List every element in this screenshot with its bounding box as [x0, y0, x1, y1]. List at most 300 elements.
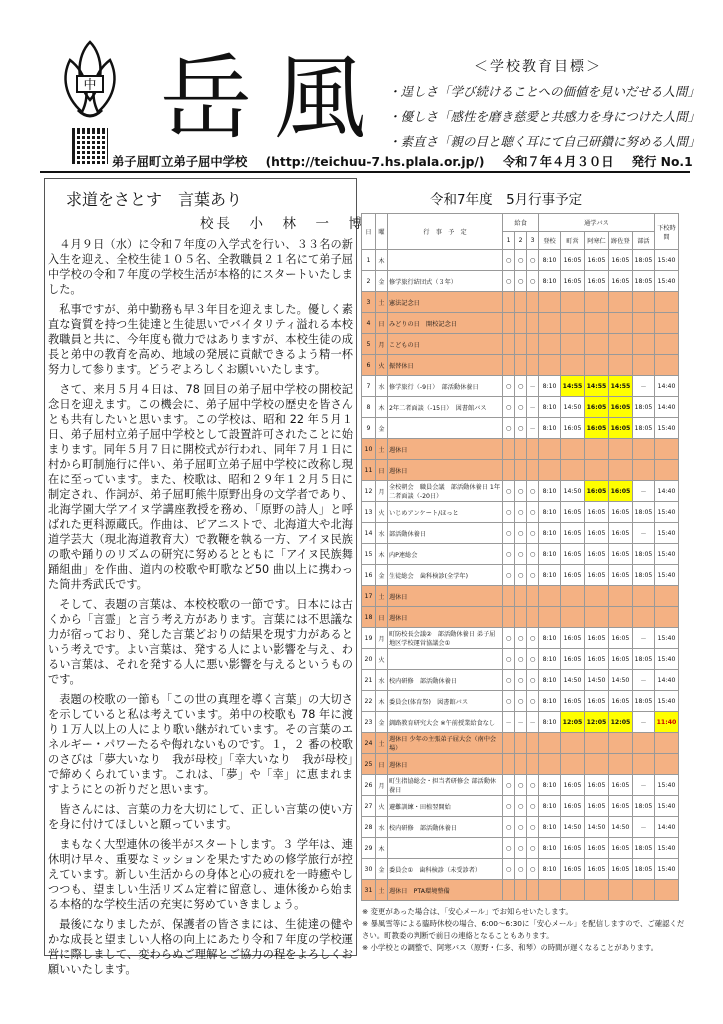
- row-event: [387, 838, 502, 859]
- row-time: 15:40: [654, 523, 678, 544]
- schedule-row: [362, 649, 679, 670]
- row-time: 16:05: [561, 565, 585, 586]
- row-lunch: [527, 880, 539, 901]
- row-time: [632, 586, 654, 607]
- row-lunch: ○: [503, 250, 515, 271]
- row-time: 16:05: [561, 523, 585, 544]
- row-day: 7: [362, 376, 376, 397]
- row-time: 16:05: [561, 796, 585, 817]
- schedule-row: [362, 250, 679, 271]
- article-body: [48, 237, 353, 982]
- row-dow: 金: [375, 418, 387, 439]
- row-time: [584, 355, 608, 376]
- header-club: 部活: [632, 232, 654, 250]
- row-time: 8:10: [539, 838, 561, 859]
- row-time: 12:05: [561, 712, 585, 733]
- row-time: 15:40: [654, 250, 678, 271]
- row-lunch: ○: [515, 775, 527, 796]
- row-dow: 日: [375, 754, 387, 775]
- article-paragraph: さて、来月５月４日は、78 回目の弟子屈中学校の開校記念日を迎えます。この機会に、弟子屈中学校の歴史を皆さんとも共有したいと思います。この学校は、昭和 22 年５月１日、弟子屈村立弟子屈中学校として設置許可されたことに始まります。同年５月７日に開校式が行われ、同年７月１日に村から町制施行に伴い、弟子屈町立弟子屈中学校に改称し現在に至っています。また、校歌は、昭和２９年１２月５日に制定され、作詞が、弟子屈町熊牛原野出身の文学者であり、北海学園大学アイヌ学講座教授を務め、「原野の詩人」と呼ばれた更科源蔵氏。作曲は、ピアニストで、北海道大や北海道学芸大（現北海道教育大）で教鞭を執る一方、アイヌ民族の歌や踊りのリズムの研究に努めるとともに「アイヌ民族舞踊組曲」を作曲、道内の校歌や町歌など50 曲以上に携わった筒井秀武氏です。: [48, 383, 353, 591]
- row-time: 14:55: [608, 376, 632, 397]
- row-day: 12: [362, 481, 376, 502]
- row-lunch: [503, 880, 515, 901]
- row-lunch: [503, 733, 515, 754]
- row-dow: 火: [375, 796, 387, 817]
- row-time: 8:10: [539, 649, 561, 670]
- row-lunch: ○: [515, 376, 527, 397]
- row-lunch: [503, 754, 515, 775]
- row-event: 週休日: [387, 754, 502, 775]
- row-lunch: ○: [527, 796, 539, 817]
- row-dow: 水: [375, 376, 387, 397]
- row-time: 8:10: [539, 775, 561, 796]
- row-dow: 火: [375, 355, 387, 376]
- row-time: [584, 460, 608, 481]
- schedule-row: [362, 670, 679, 691]
- note-item: ※ 変更があった場合は、「安心メール」でお知らせいたします。: [362, 907, 573, 916]
- row-time: [608, 880, 632, 901]
- row-lunch: －: [527, 376, 539, 397]
- row-dow: 月: [375, 628, 387, 649]
- row-dow: 月: [375, 481, 387, 502]
- row-time: [632, 313, 654, 334]
- schedule-title: 令和7年度 5月行事予定: [430, 192, 583, 208]
- row-time: [584, 334, 608, 355]
- row-time: 8:10: [539, 544, 561, 565]
- row-time: [608, 586, 632, 607]
- article-paragraph: 表題の校歌の一節も「この世の真理を導く言葉」の大切さを示していると私は考えています。弟中の校歌も 78 年に渡り１万人以上の人により歌い継がれています。その言葉のエネルギー・パワーたるや侮れないものです。１，２ 番の校歌のさびは「夢大いなり 我が母校」「幸大いなり 我が母校」で締めくられています。これは、「夢」や「幸」に恵まれますようにとの祈りだと思います。: [48, 693, 353, 796]
- row-lunch: [515, 292, 527, 313]
- row-lunch: ○: [503, 418, 515, 439]
- header-end: 下校時間: [654, 214, 678, 250]
- row-dow: 水: [375, 523, 387, 544]
- row-dow: 土: [375, 880, 387, 901]
- header-c3: 跡佐登: [608, 232, 632, 250]
- row-time: 14:50: [584, 670, 608, 691]
- row-dow: 土: [375, 586, 387, 607]
- row-day: 19: [362, 628, 376, 649]
- row-time: [561, 334, 585, 355]
- row-time: [584, 733, 608, 754]
- header-l1: 1: [503, 232, 515, 250]
- row-time: [561, 355, 585, 376]
- article-paragraph: 私事ですが、弟中勤務も早３年目を迎えました。優しく素直な資質を持つ生徒達と生徒思いでバイタリティ溢れる本校教職員と共に、今年度も微力ではありますが、本校生徒の成長と弟中の教育を高め、地域の発展に貢献できるよう精一杯努力して参ります。どうぞよろしくお願いいたします。: [48, 303, 353, 376]
- row-lunch: －: [515, 712, 527, 733]
- row-event: [387, 418, 502, 439]
- article-author: 校長 小 林 一 博: [200, 216, 365, 232]
- row-lunch: [503, 355, 515, 376]
- row-day: 30: [362, 859, 376, 880]
- row-lunch: ○: [527, 481, 539, 502]
- row-dow: 水: [375, 670, 387, 691]
- row-dow: 金: [375, 859, 387, 880]
- row-lunch: ○: [515, 271, 527, 292]
- row-lunch: ○: [527, 838, 539, 859]
- row-lunch: [527, 313, 539, 334]
- row-dow: 金: [375, 565, 387, 586]
- row-lunch: [527, 292, 539, 313]
- row-time: 16:05: [584, 859, 608, 880]
- row-event: 2年二者面談（-15日） 図書館バス: [387, 397, 502, 418]
- row-time: 16:05: [608, 796, 632, 817]
- row-time: 16:05: [608, 250, 632, 271]
- row-lunch: [515, 355, 527, 376]
- row-dow: 土: [375, 733, 387, 754]
- row-time: [608, 355, 632, 376]
- row-time: 8:10: [539, 250, 561, 271]
- row-time: [654, 880, 678, 901]
- row-time: 14:40: [654, 481, 678, 502]
- row-time: [608, 607, 632, 628]
- row-time: 14:50: [608, 817, 632, 838]
- row-day: 14: [362, 523, 376, 544]
- row-event: 週休日: [387, 586, 502, 607]
- row-time: 16:05: [584, 565, 608, 586]
- schedule-notes: [362, 906, 690, 954]
- row-time: 8:10: [539, 817, 561, 838]
- row-event: 修学旅行（-9日） 部活動休養日: [387, 376, 502, 397]
- row-time: 16:05: [561, 544, 585, 565]
- row-time: 15:40: [654, 502, 678, 523]
- schedule-row: [362, 376, 679, 397]
- schedule-row: [362, 523, 679, 544]
- row-lunch: ○: [503, 838, 515, 859]
- row-time: [584, 880, 608, 901]
- row-time: 14:50: [608, 670, 632, 691]
- row-time: 16:05: [584, 691, 608, 712]
- row-lunch: [527, 439, 539, 460]
- row-day: 5: [362, 334, 376, 355]
- article-paragraph: まもなく大型連休の後半がスタートします。３ 学年は、連休明け早々、重要なミッションを果たすための修学旅行が控えています。新しい生活からの身体と心の疲れを一時癒やしつつも、望ましい生活リズム定着に留意し、連休後から始まる本格的な学校生活の充実に努めていきましょう。: [48, 838, 353, 911]
- row-time: 16:05: [608, 397, 632, 418]
- row-lunch: －: [527, 712, 539, 733]
- article-title: 求道をさとす 言葉あり: [66, 190, 243, 209]
- row-dow: 水: [375, 817, 387, 838]
- row-time: 8:10: [539, 481, 561, 502]
- row-time: [561, 607, 585, 628]
- row-time: 16:05: [608, 271, 632, 292]
- row-time: 16:05: [584, 544, 608, 565]
- row-lunch: ○: [527, 565, 539, 586]
- row-time: [632, 754, 654, 775]
- row-time: 16:05: [608, 628, 632, 649]
- row-lunch: ○: [527, 859, 539, 880]
- article-paragraph: 最後になりましたが、保護者の皆さまには、生徒達の健やかな成長と望ましい人格の向上にあたり令和７年度の学校運営に際しまして、変わらぬご理解とご協力の程をよろしくお願いいたします。: [48, 918, 353, 976]
- row-time: 16:05: [584, 796, 608, 817]
- row-time: [654, 292, 678, 313]
- row-event: みどりの日 開校記念日: [387, 313, 502, 334]
- row-lunch: ○: [527, 523, 539, 544]
- row-time: 14:50: [561, 481, 585, 502]
- row-time: 8:10: [539, 712, 561, 733]
- row-day: 23: [362, 712, 376, 733]
- row-time: [561, 439, 585, 460]
- row-lunch: [503, 439, 515, 460]
- school-goals: [378, 56, 701, 157]
- row-time: [561, 880, 585, 901]
- row-lunch: ○: [515, 691, 527, 712]
- row-time: [608, 754, 632, 775]
- row-time: [561, 313, 585, 334]
- row-event: 部活動休養日: [387, 523, 502, 544]
- row-time: 8:10: [539, 502, 561, 523]
- row-lunch: ○: [503, 817, 515, 838]
- row-dow: 金: [375, 712, 387, 733]
- row-time: 15:40: [654, 544, 678, 565]
- goal-item: ・逞しさ「学び続けることへの価値を見いだせる人間」: [388, 84, 701, 99]
- row-time: 18:05: [632, 502, 654, 523]
- row-lunch: ○: [515, 481, 527, 502]
- row-event: 校内研修 部活動休養日: [387, 817, 502, 838]
- row-time: [539, 607, 561, 628]
- row-time: 15:40: [654, 796, 678, 817]
- row-time: 15:40: [654, 838, 678, 859]
- row-lunch: ○: [515, 838, 527, 859]
- row-time: 8:10: [539, 859, 561, 880]
- issue-number: 発行 No.1: [631, 155, 693, 169]
- row-time: [608, 334, 632, 355]
- row-time: 16:05: [584, 502, 608, 523]
- row-time: 14:50: [584, 817, 608, 838]
- row-event: 校内研修 部活動休養日: [387, 670, 502, 691]
- row-time: 16:05: [584, 628, 608, 649]
- newsletter-title: 岳風: [160, 45, 389, 152]
- row-lunch: ○: [503, 271, 515, 292]
- header-divider: [40, 171, 690, 173]
- schedule-row: [362, 397, 679, 418]
- row-lunch: [515, 733, 527, 754]
- row-lunch: ○: [503, 670, 515, 691]
- row-lunch: －: [527, 397, 539, 418]
- row-time: [539, 733, 561, 754]
- row-time: 8:10: [539, 271, 561, 292]
- row-day: 20: [362, 649, 376, 670]
- row-event: 振替休日: [387, 355, 502, 376]
- row-time: [608, 313, 632, 334]
- row-time: 18:05: [632, 796, 654, 817]
- row-lunch: ○: [503, 481, 515, 502]
- row-dow: 土: [375, 292, 387, 313]
- row-lunch: ○: [515, 418, 527, 439]
- row-day: 25: [362, 754, 376, 775]
- row-time: 16:05: [561, 838, 585, 859]
- row-lunch: [527, 586, 539, 607]
- masthead-info: [112, 152, 707, 170]
- row-time: [632, 607, 654, 628]
- row-time: [539, 439, 561, 460]
- row-time: [632, 733, 654, 754]
- row-dow: 木: [375, 838, 387, 859]
- row-day: 9: [362, 418, 376, 439]
- row-day: 24: [362, 733, 376, 754]
- row-lunch: ○: [515, 565, 527, 586]
- row-time: 18:05: [632, 565, 654, 586]
- row-lunch: ○: [503, 397, 515, 418]
- header-bus: 通学バス: [539, 214, 655, 232]
- row-time: －: [632, 817, 654, 838]
- row-time: 16:05: [561, 418, 585, 439]
- row-time: 16:05: [561, 691, 585, 712]
- row-time: 18:05: [632, 838, 654, 859]
- row-time: 15:40: [654, 271, 678, 292]
- row-lunch: －: [503, 712, 515, 733]
- row-event: 週休日 少年の主張弟子屈大会（南中会場）: [387, 733, 502, 754]
- row-time: [654, 607, 678, 628]
- row-time: 15:40: [654, 649, 678, 670]
- row-time: 14:50: [561, 817, 585, 838]
- row-time: 8:10: [539, 628, 561, 649]
- schedule-row: [362, 502, 679, 523]
- row-time: [584, 754, 608, 775]
- row-event: 釧路教育研究大会 ※午前授業給食なし: [387, 712, 502, 733]
- row-time: 14:50: [561, 670, 585, 691]
- row-time: 16:05: [584, 523, 608, 544]
- schedule-row: [362, 859, 679, 880]
- row-time: [584, 607, 608, 628]
- row-lunch: [527, 754, 539, 775]
- row-event: 週休日: [387, 607, 502, 628]
- schedule-row: [362, 313, 679, 334]
- row-lunch: ○: [503, 565, 515, 586]
- schedule-row: [362, 733, 679, 754]
- row-lunch: ○: [503, 796, 515, 817]
- row-time: [608, 292, 632, 313]
- row-time: [654, 334, 678, 355]
- row-time: 18:05: [632, 418, 654, 439]
- row-time: [561, 460, 585, 481]
- row-time: [539, 292, 561, 313]
- row-day: 17: [362, 586, 376, 607]
- schedule-row: [362, 418, 679, 439]
- header-leave: 登校: [539, 232, 561, 250]
- row-time: 15:40: [654, 628, 678, 649]
- row-lunch: －: [527, 418, 539, 439]
- header-day: 日: [362, 214, 376, 250]
- schedule-row: [362, 481, 679, 502]
- qr-code-icon[interactable]: [72, 128, 108, 164]
- article-paragraph: ４月９日（水）に令和７年度の入学式を行い、３３名の新入生を迎え、全校生徒１０５名、全教職員２１名にて弟子屈中学校の令和７年度の学校生活が本格的にスタートいたしました。: [48, 238, 353, 296]
- row-day: 11: [362, 460, 376, 481]
- row-time: [654, 586, 678, 607]
- row-time: 16:05: [561, 628, 585, 649]
- row-lunch: [527, 607, 539, 628]
- row-time: 18:05: [632, 544, 654, 565]
- row-time: 14:40: [654, 397, 678, 418]
- row-time: 16:05: [584, 271, 608, 292]
- row-lunch: ○: [527, 817, 539, 838]
- row-lunch: [515, 334, 527, 355]
- row-time: 8:10: [539, 565, 561, 586]
- row-time: 11:40: [654, 712, 678, 733]
- row-lunch: ○: [515, 628, 527, 649]
- row-time: 12:05: [584, 712, 608, 733]
- row-lunch: ○: [503, 775, 515, 796]
- row-time: [632, 334, 654, 355]
- note-item: ※ 暴風雪等による臨時休校の場合、6:00～6:30に「安心メール」を配信しますので、ご確認ください。町教委の判断で前日の連絡となることもあります。: [362, 919, 685, 940]
- row-lunch: ○: [503, 859, 515, 880]
- row-time: 16:05: [608, 649, 632, 670]
- header-l3: 3: [527, 232, 539, 250]
- row-time: 16:05: [561, 502, 585, 523]
- school-url[interactable]: (http://teichuu-7.hs.plala.or.jp/): [265, 155, 485, 169]
- row-event: いじめアンケート/ほっと: [387, 502, 502, 523]
- row-time: 16:05: [608, 859, 632, 880]
- row-event: 委員会(体育祭) 図書館バス: [387, 691, 502, 712]
- row-time: [654, 754, 678, 775]
- row-time: －: [632, 670, 654, 691]
- schedule-rows: [362, 250, 679, 901]
- row-lunch: ○: [515, 859, 527, 880]
- row-event: 週休日 PTA環境整備: [387, 880, 502, 901]
- row-dow: 木: [375, 397, 387, 418]
- row-time: [539, 313, 561, 334]
- row-time: 8:10: [539, 670, 561, 691]
- row-time: [654, 460, 678, 481]
- row-time: －: [632, 712, 654, 733]
- row-lunch: ○: [503, 628, 515, 649]
- row-time: [584, 292, 608, 313]
- row-time: 15:40: [654, 691, 678, 712]
- row-time: [632, 439, 654, 460]
- row-lunch: [515, 313, 527, 334]
- row-lunch: ○: [527, 544, 539, 565]
- row-lunch: ○: [515, 670, 527, 691]
- row-time: [584, 586, 608, 607]
- schedule-row: [362, 355, 679, 376]
- row-lunch: [515, 607, 527, 628]
- row-lunch: [527, 334, 539, 355]
- schedule-row: [362, 838, 679, 859]
- school-crest-icon: [60, 40, 120, 130]
- row-time: 8:10: [539, 691, 561, 712]
- row-lunch: [503, 313, 515, 334]
- schedule-row: [362, 460, 679, 481]
- row-time: 16:05: [608, 565, 632, 586]
- row-time: [632, 292, 654, 313]
- goal-item: ・優しさ「感性を磨き慈愛と共感力を身につけた人間」: [388, 109, 701, 124]
- row-time: 15:40: [654, 859, 678, 880]
- row-dow: 月: [375, 775, 387, 796]
- row-day: 22: [362, 691, 376, 712]
- row-time: 14:40: [654, 376, 678, 397]
- row-lunch: [503, 586, 515, 607]
- row-time: [632, 460, 654, 481]
- row-day: 21: [362, 670, 376, 691]
- row-time: 16:05: [608, 523, 632, 544]
- row-time: 16:05: [561, 859, 585, 880]
- row-time: [654, 439, 678, 460]
- row-lunch: ○: [503, 502, 515, 523]
- row-dow: 日: [375, 313, 387, 334]
- row-lunch: ○: [503, 649, 515, 670]
- row-time: 16:05: [561, 271, 585, 292]
- article-paragraph: 皆さんには、言葉の力を大切にして、正しい言葉の使い方を身に付けてほしいと願っています。: [48, 803, 353, 831]
- row-day: 18: [362, 607, 376, 628]
- row-time: －: [632, 628, 654, 649]
- row-time: 18:05: [632, 649, 654, 670]
- row-time: 14:55: [561, 376, 585, 397]
- header-event: 行 事 予 定: [387, 214, 502, 250]
- row-event: [387, 649, 502, 670]
- row-lunch: ○: [515, 250, 527, 271]
- header-dow: 曜: [375, 214, 387, 250]
- schedule-row: [362, 334, 679, 355]
- row-time: 8:10: [539, 397, 561, 418]
- schedule-row: [362, 754, 679, 775]
- row-lunch: [527, 460, 539, 481]
- row-time: 18:05: [632, 691, 654, 712]
- row-lunch: [503, 292, 515, 313]
